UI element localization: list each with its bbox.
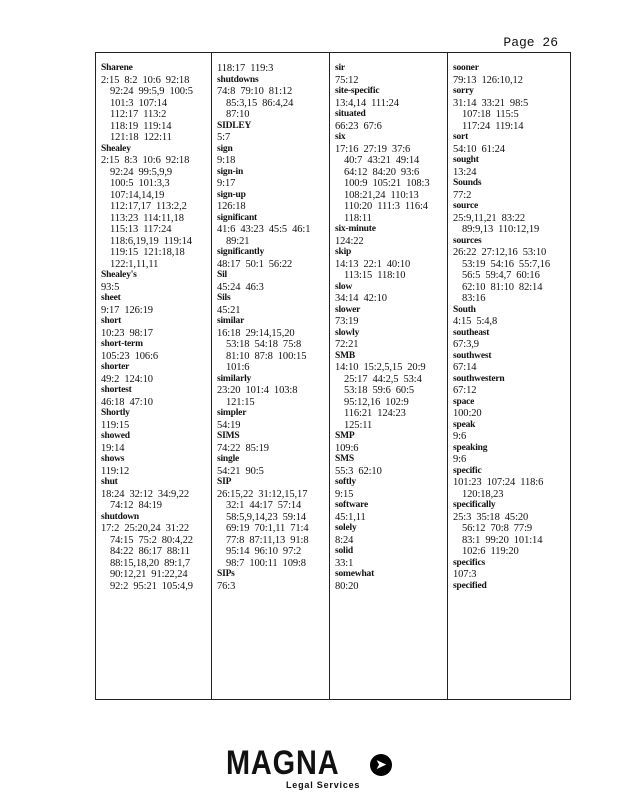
index-reference: 2:15 8:3 10:6 92:18 [101, 155, 190, 166]
index-reference: 109:6 [335, 442, 359, 454]
index-reference: 53:18 59:6 60:5 [344, 385, 415, 396]
index-reference: 108:21,24 110:13 [344, 189, 419, 201]
index-reference: 88:15,18,20 89:1,7 [110, 557, 191, 569]
column-divider [211, 53, 212, 699]
index-entry [453, 581, 567, 593]
index-reference: 46:18 47:10 [101, 396, 153, 408]
index-entry [101, 385, 211, 408]
index-term: southwest [453, 350, 492, 361]
index-reference: 89:21 [226, 235, 250, 247]
index-term: sources [453, 235, 482, 246]
index-reference: 81:10 87:8 100:15 [226, 350, 307, 362]
index-reference: 18:24 32:12 34:9,22 [101, 488, 190, 500]
index-reference: 118:11 [344, 212, 372, 224]
index-reference: 45:24 46:3 [217, 281, 264, 293]
index-reference: 34:14 42:10 [335, 293, 387, 304]
index-term: skip [335, 247, 352, 257]
index-entry [101, 362, 211, 385]
index-reference: 119:12 [101, 465, 130, 477]
index-reference: 41:6 43:23 45:5 46:1 [217, 224, 311, 235]
index-reference: 4:15 5:4,8 [453, 316, 498, 327]
index-entry [217, 75, 327, 121]
index-reference: 40:7 43:21 49:14 [344, 155, 420, 166]
index-entry [217, 121, 327, 144]
index-term: software [335, 500, 369, 510]
index-term: Sharene [101, 63, 133, 73]
index-reference: 14:10 15:2,5,15 20:9 [335, 362, 426, 373]
index-reference: 119:15 [101, 419, 130, 431]
index-reference: 112:17 113:2 [110, 109, 167, 120]
index-term: specifically [453, 500, 496, 510]
index-reference: 80:20 [335, 580, 359, 592]
index-reference: 54:21 90:5 [217, 465, 264, 477]
index-term: significant [217, 212, 258, 223]
index-reference: 17:16 27:19 37:6 [335, 143, 411, 155]
index-reference: 33:1 [335, 557, 354, 569]
index-reference: 19:14 [101, 442, 125, 454]
index-entry [335, 454, 445, 477]
index-term: situated [335, 109, 366, 119]
index-term: space [453, 396, 475, 407]
index-term: solely [335, 523, 357, 533]
index-reference: 25:3 35:18 45:20 [453, 511, 529, 523]
index-reference: 120:18,23 [462, 488, 504, 500]
index-entry [101, 144, 211, 271]
index-reference: 67:14 [453, 362, 477, 373]
index-term: sort [453, 132, 469, 142]
index-term: showed [101, 431, 130, 441]
index-term: simpler [217, 408, 247, 418]
index-entry [335, 109, 445, 132]
index-reference: 90:12,21 91:22,24 [110, 569, 188, 580]
index-reference: 95:14 96:10 97:2 [226, 546, 302, 557]
index-reference: 9:15 [335, 488, 354, 500]
index-reference: 54:10 61:24 [453, 143, 505, 155]
index-term: slow [335, 281, 353, 292]
index-term: source [453, 201, 479, 211]
index-reference: 48:17 50:1 56:22 [217, 258, 293, 270]
index-reference: 13:4,14 111:24 [335, 97, 399, 109]
index-reference: 101:6 [226, 362, 250, 373]
index-reference: 62:10 81:10 82:14 [462, 281, 543, 293]
index-reference: 107:3 [453, 569, 477, 580]
index-entry [453, 201, 567, 236]
index-term: sir [335, 63, 345, 73]
index-reference: 115:13 117:24 [110, 224, 172, 235]
index-term: slower [335, 304, 361, 315]
index-reference: 26:22 27:12,16 53:10 [453, 247, 547, 258]
index-reference: 45:1,11 [335, 511, 366, 523]
index-entry [335, 546, 445, 569]
index-reference: 85:3,15 86:4,24 [226, 97, 294, 109]
index-term: SIP [217, 477, 232, 487]
index-entry [453, 397, 567, 420]
index-reference: 14:13 22:1 40:10 [335, 258, 411, 270]
index-entry [217, 190, 327, 213]
logo-wordmark: MAGNA [226, 744, 340, 782]
index-reference: 100:9 105:21 108:3 [344, 178, 430, 189]
index-term: southeast [453, 327, 490, 338]
index-reference: 110:20 111:3 116:4 [344, 201, 428, 212]
index-term: sheet [101, 293, 121, 303]
index-term: six-minute [335, 224, 376, 234]
index-entry [217, 454, 327, 477]
index-reference: 74:22 85:19 [217, 442, 269, 454]
index-entry [335, 351, 445, 432]
index-term: solid [335, 546, 354, 556]
index-term: sign-in [217, 166, 244, 177]
index-entry [217, 167, 327, 190]
index-frame [95, 52, 571, 700]
column-divider [447, 53, 448, 699]
index-term: shows [101, 454, 125, 464]
index-reference: 67:3,9 [453, 339, 479, 350]
index-entry [101, 63, 211, 144]
index-reference: 9:17 126:19 [101, 304, 153, 316]
index-entry [335, 569, 445, 592]
index-entry [453, 328, 567, 351]
index-entry [217, 431, 327, 454]
index-entry [217, 63, 327, 75]
index-column-4 [453, 63, 567, 693]
index-entry [453, 305, 567, 328]
index-term: site-specific [335, 86, 380, 96]
index-column-3 [335, 63, 445, 693]
index-reference: 45:21 [217, 304, 241, 316]
index-entry [335, 523, 445, 546]
index-term: short-term [101, 339, 143, 349]
index-term: slowly [335, 327, 360, 338]
index-reference: 54:19 [217, 419, 241, 431]
index-entry [453, 132, 567, 155]
index-reference: 122:1,11,11 [110, 258, 159, 270]
index-reference: 116:21 124:23 [344, 408, 406, 419]
index-term: softly [335, 477, 356, 487]
index-reference: 117:24 119:14 [462, 120, 524, 132]
index-reference: 107:18 115:5 [462, 109, 519, 120]
index-entry [453, 374, 567, 397]
index-reference: 74:15 75:2 80:4,22 [110, 534, 193, 546]
index-term: somewhat [335, 569, 375, 579]
index-entry [453, 500, 567, 558]
index-entry [453, 155, 567, 178]
index-reference: 89:9,13 110:12,19 [462, 224, 540, 235]
index-reference: 119:15 121:18,18 [110, 247, 185, 258]
index-reference: 121:15 [226, 396, 255, 408]
index-entry [217, 477, 327, 569]
logo-subtitle: Legal Services [286, 780, 361, 790]
index-reference: 113:15 118:10 [344, 270, 406, 281]
index-reference: 83:16 [462, 293, 486, 304]
index-entry [217, 316, 327, 374]
index-entry [101, 454, 211, 477]
index-reference: 112:17,17 113:2,2 [110, 201, 187, 212]
index-term: Sils [217, 293, 231, 303]
index-term: speaking [453, 442, 488, 453]
index-term: significantly [217, 247, 265, 257]
index-reference: 73:19 [335, 316, 359, 327]
index-reference: 64:12 84:20 93:6 [344, 166, 420, 178]
index-reference: 101:23 107:24 118:6 [453, 477, 544, 488]
index-term: Sil [217, 270, 227, 280]
index-reference: 126:18 [217, 201, 246, 212]
index-reference: 121:18 122:11 [110, 132, 172, 143]
index-entry [335, 328, 445, 351]
magna-logo [226, 744, 396, 794]
index-reference: 53:18 54:18 75:8 [226, 339, 302, 350]
index-reference: 55:3 62:10 [335, 465, 382, 477]
index-reference: 118:19 119:14 [110, 120, 172, 132]
index-entry [217, 374, 327, 409]
index-reference: 92:2 95:21 105:4,9 [110, 580, 193, 592]
index-term: Shealey [101, 143, 131, 154]
index-entry [217, 293, 327, 316]
index-reference: 93:5 [101, 281, 120, 293]
index-term: short [101, 316, 122, 326]
index-reference: 124:22 [335, 235, 364, 247]
index-reference: 79:13 126:10,12 [453, 74, 523, 86]
index-reference: 98:7 100:11 109:8 [226, 557, 306, 569]
index-term: SIMS [217, 431, 240, 441]
index-reference: 75:12 [335, 74, 359, 86]
index-term: shortest [101, 385, 132, 395]
index-reference: 25:9,11,21 83:22 [453, 212, 525, 224]
index-reference: 95:12,16 102:9 [344, 396, 409, 408]
index-entry [217, 408, 327, 431]
index-reference: 125:11 [344, 419, 373, 431]
index-term: Shealey's [101, 270, 137, 280]
index-reference: 56:5 59:4,7 60:16 [462, 270, 540, 281]
index-entry [335, 431, 445, 454]
index-entry [101, 339, 211, 362]
index-entry [453, 86, 567, 132]
index-entry [335, 247, 445, 282]
index-term: six [335, 132, 346, 142]
index-reference: 67:12 [453, 385, 477, 396]
index-reference: 49:2 124:10 [101, 373, 153, 385]
index-reference: 74:8 79:10 81:12 [217, 86, 293, 97]
index-reference: 87:10 [226, 109, 250, 120]
index-entry [101, 270, 211, 293]
index-entry [335, 86, 445, 109]
index-entry [335, 224, 445, 247]
index-reference: 25:17 44:2,5 53:4 [344, 373, 422, 385]
index-term: Shortly [101, 408, 130, 418]
index-term: sign-up [217, 189, 246, 200]
index-term: similar [217, 316, 245, 326]
index-reference: 105:23 106:6 [101, 350, 159, 362]
index-entry [335, 500, 445, 523]
index-reference: 16:18 29:14,15,20 [217, 327, 295, 339]
index-entry [101, 431, 211, 454]
index-entry [217, 213, 327, 248]
index-reference: 76:3 [217, 580, 236, 592]
index-term: shutdowns [217, 74, 259, 85]
index-entry [217, 270, 327, 293]
index-reference: 9:18 [217, 155, 236, 166]
index-term: SMB [335, 350, 355, 361]
index-term: Sounds [453, 178, 482, 188]
index-term: single [217, 454, 240, 464]
index-reference: 53:19 54:16 55:7,16 [462, 258, 551, 270]
index-term: shorter [101, 362, 130, 372]
index-term: southwestern [453, 373, 505, 384]
index-entry [453, 178, 567, 201]
index-term: South [453, 304, 476, 315]
index-reference: 9:6 [453, 431, 467, 442]
index-entry [453, 63, 567, 86]
index-reference: 100:5 101:3,3 [110, 178, 170, 189]
index-entry [453, 558, 567, 581]
index-entry [101, 477, 211, 512]
index-reference: 5:7 [217, 132, 231, 143]
index-entry [453, 443, 567, 466]
index-entry [453, 351, 567, 374]
index-term: sought [453, 155, 479, 165]
index-reference: 23:20 101:4 103:8 [217, 385, 298, 396]
index-term: SMP [335, 431, 355, 441]
index-reference: 32:1 44:17 57:14 [226, 500, 302, 511]
index-reference: 10:23 98:17 [101, 327, 153, 339]
index-entry [335, 132, 445, 224]
index-reference: 84:22 86:17 88:11 [110, 546, 190, 557]
index-entry [101, 293, 211, 316]
index-reference: 66:23 67:6 [335, 120, 382, 132]
index-entry [453, 236, 567, 305]
column-divider [329, 53, 330, 699]
index-reference: 56:12 70:8 77:9 [462, 523, 533, 534]
index-reference: 72:21 [335, 339, 359, 350]
index-term: similarly [217, 373, 252, 384]
index-reference: 101:3 107:14 [110, 97, 168, 109]
index-reference: 9:6 [453, 454, 467, 465]
index-term: specific [453, 465, 482, 476]
index-term: shut [101, 477, 118, 487]
index-reference: 100:20 [453, 408, 482, 419]
index-entry [217, 569, 327, 592]
index-column-1 [101, 63, 211, 693]
index-reference: 77:2 [453, 189, 472, 201]
index-reference: 58:5,9,14,23 59:14 [226, 511, 307, 523]
index-entry [101, 512, 211, 593]
index-reference: 2:15 8:2 10:6 92:18 [101, 74, 190, 86]
index-reference: 69:19 70:1,11 71:4 [226, 523, 309, 534]
index-reference: 74:12 84:19 [110, 500, 162, 511]
index-reference: 9:17 [217, 178, 236, 189]
index-reference: 118:17 119:3 [217, 63, 274, 74]
index-reference: 113:23 114:11,18 [110, 212, 184, 224]
index-reference: 31:14 33:21 98:5 [453, 97, 529, 109]
index-term: SIPs [217, 569, 235, 579]
index-entry [217, 144, 327, 167]
index-term: sign [217, 143, 233, 154]
index-reference: 26:15,22 31:12,15,17 [217, 488, 308, 500]
index-term: specified [453, 580, 487, 591]
index-term: sooner [453, 63, 479, 73]
index-term: shutdown [101, 511, 140, 522]
index-term: SIDLEY [217, 120, 252, 131]
index-entry [101, 408, 211, 431]
index-term: sorry [453, 86, 474, 96]
index-reference: 118:6,19,19 119:14 [110, 235, 192, 247]
index-reference: 83:1 99:20 101:14 [462, 534, 543, 546]
index-reference: 107:14,14,19 [110, 189, 165, 201]
index-reference: 77:8 87:11,13 91:8 [226, 534, 309, 546]
index-term: specifics [453, 557, 485, 568]
index-reference: 92:24 99:5,9 100:5 [110, 86, 193, 97]
index-entry [453, 420, 567, 443]
index-entry [335, 63, 445, 86]
index-entry [101, 316, 211, 339]
index-entry [335, 305, 445, 328]
index-term: speak [453, 419, 476, 430]
index-reference: 17:2 25:20,24 31:22 [101, 523, 190, 534]
index-term: SMS [335, 454, 354, 464]
index-reference: 102:6 119:20 [462, 546, 519, 557]
index-column-2 [217, 63, 327, 693]
index-reference: 92:24 99:5,9,9 [110, 166, 173, 178]
page-number: Page 26 [503, 35, 558, 50]
index-reference: 13:24 [453, 166, 477, 178]
index-entry [453, 466, 567, 501]
index-entry [335, 282, 445, 305]
index-reference: 8:24 [335, 534, 354, 546]
chevron-right-icon: ➤ [370, 754, 392, 776]
index-entry [217, 247, 327, 270]
index-entry [335, 477, 445, 500]
